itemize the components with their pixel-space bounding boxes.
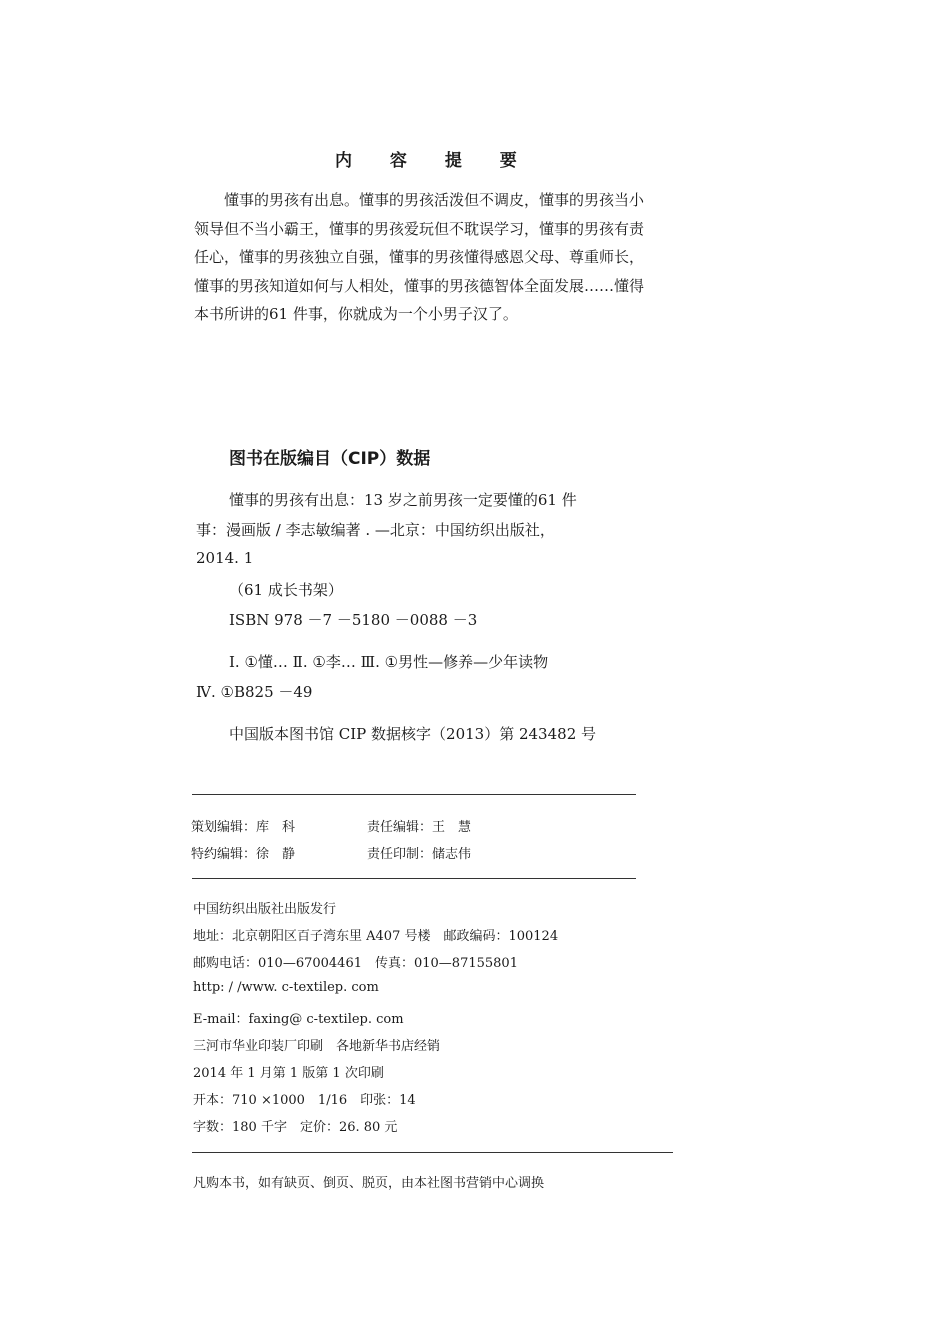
divider [192, 794, 636, 795]
staff-value: 储志伟 [432, 847, 472, 862]
publisher-email: E-mail：faxing@ c-textilep. com [193, 1012, 404, 1027]
return-notice: 凡购本书，如有缺页、倒页、脱页，由本社图书营销中心调换 [193, 1176, 545, 1191]
staff-value: 王 慧 [432, 820, 472, 835]
staff-special-editor [191, 843, 295, 862]
staff-label: 责任编辑： [367, 820, 433, 835]
publisher-line: 中国纺织出版社出版发行 [193, 902, 337, 917]
cip-classification: Ⅰ. ①懂… Ⅱ. ①李… Ⅲ. ①男性—修养—少年读物 [229, 653, 549, 671]
divider [192, 878, 636, 879]
publisher-printer: 三河市华业印装厂印刷 各地新华书店经销 [193, 1039, 441, 1054]
cip-line: 事：漫画版 / 李志敏编著 . —北京：中国纺织出版社， [196, 521, 555, 539]
staff-value: 徐 静 [256, 847, 296, 862]
staff-label: 策划编辑： [191, 820, 257, 835]
staff-responsible-print [367, 843, 471, 862]
cip-classification: Ⅳ. ①B825 －49 [196, 683, 313, 701]
summary-title: 内 容 提 要 [335, 151, 533, 171]
cip-line: （61 成长书架） [229, 581, 343, 599]
publisher-format: 开本：710 ×1000 1/16 印张：14 [193, 1093, 416, 1108]
divider [192, 1152, 673, 1153]
staff-value: 库 科 [256, 820, 296, 835]
summary-text: 懂事的男孩有出息。懂事的男孩活泼但不调皮，懂事的男孩当小领导但不当小霸王，懂事的男孩爱玩但不耽误学习，懂事的男孩有责任心，懂事的男孩独立自强，懂事的男孩懂得感恩父母、尊重师长，懂事的男孩知道如何与人相处，懂事的男孩德智体全面发展……懂得本书所讲的61 件事，你就成为一个小男子汉了。 [194, 191, 645, 323]
staff-label: 特约编辑： [191, 847, 257, 862]
staff-responsible-editor [367, 816, 471, 835]
publisher-price: 字数：180 千字 定价：26. 80 元 [193, 1120, 398, 1135]
staff-label: 责任印制： [367, 847, 433, 862]
cip-record-number: 中国版本图书馆 CIP 数据核字（2013）第 243482 号 [229, 725, 597, 743]
publisher-address: 地址：北京朝阳区百子湾东里 A407 号楼 邮政编码：100124 [193, 929, 559, 944]
cip-heading: 图书在版编目（CIP）数据 [229, 449, 431, 469]
cip-isbn: ISBN 978 －7 －5180 －0088 －3 [229, 611, 478, 629]
cip-line: 懂事的男孩有出息：13 岁之前男孩一定要懂的61 件 [229, 491, 577, 509]
staff-planning-editor [191, 816, 295, 835]
cip-line: 2014. 1 [196, 549, 254, 567]
publisher-phone: 邮购电话：010—67004461 传真：010—87155801 [193, 956, 518, 971]
publisher-edition: 2014 年 1 月第 1 版第 1 次印刷 [193, 1066, 384, 1081]
publisher-website: http: / /www. c-textilep. com [193, 980, 379, 995]
